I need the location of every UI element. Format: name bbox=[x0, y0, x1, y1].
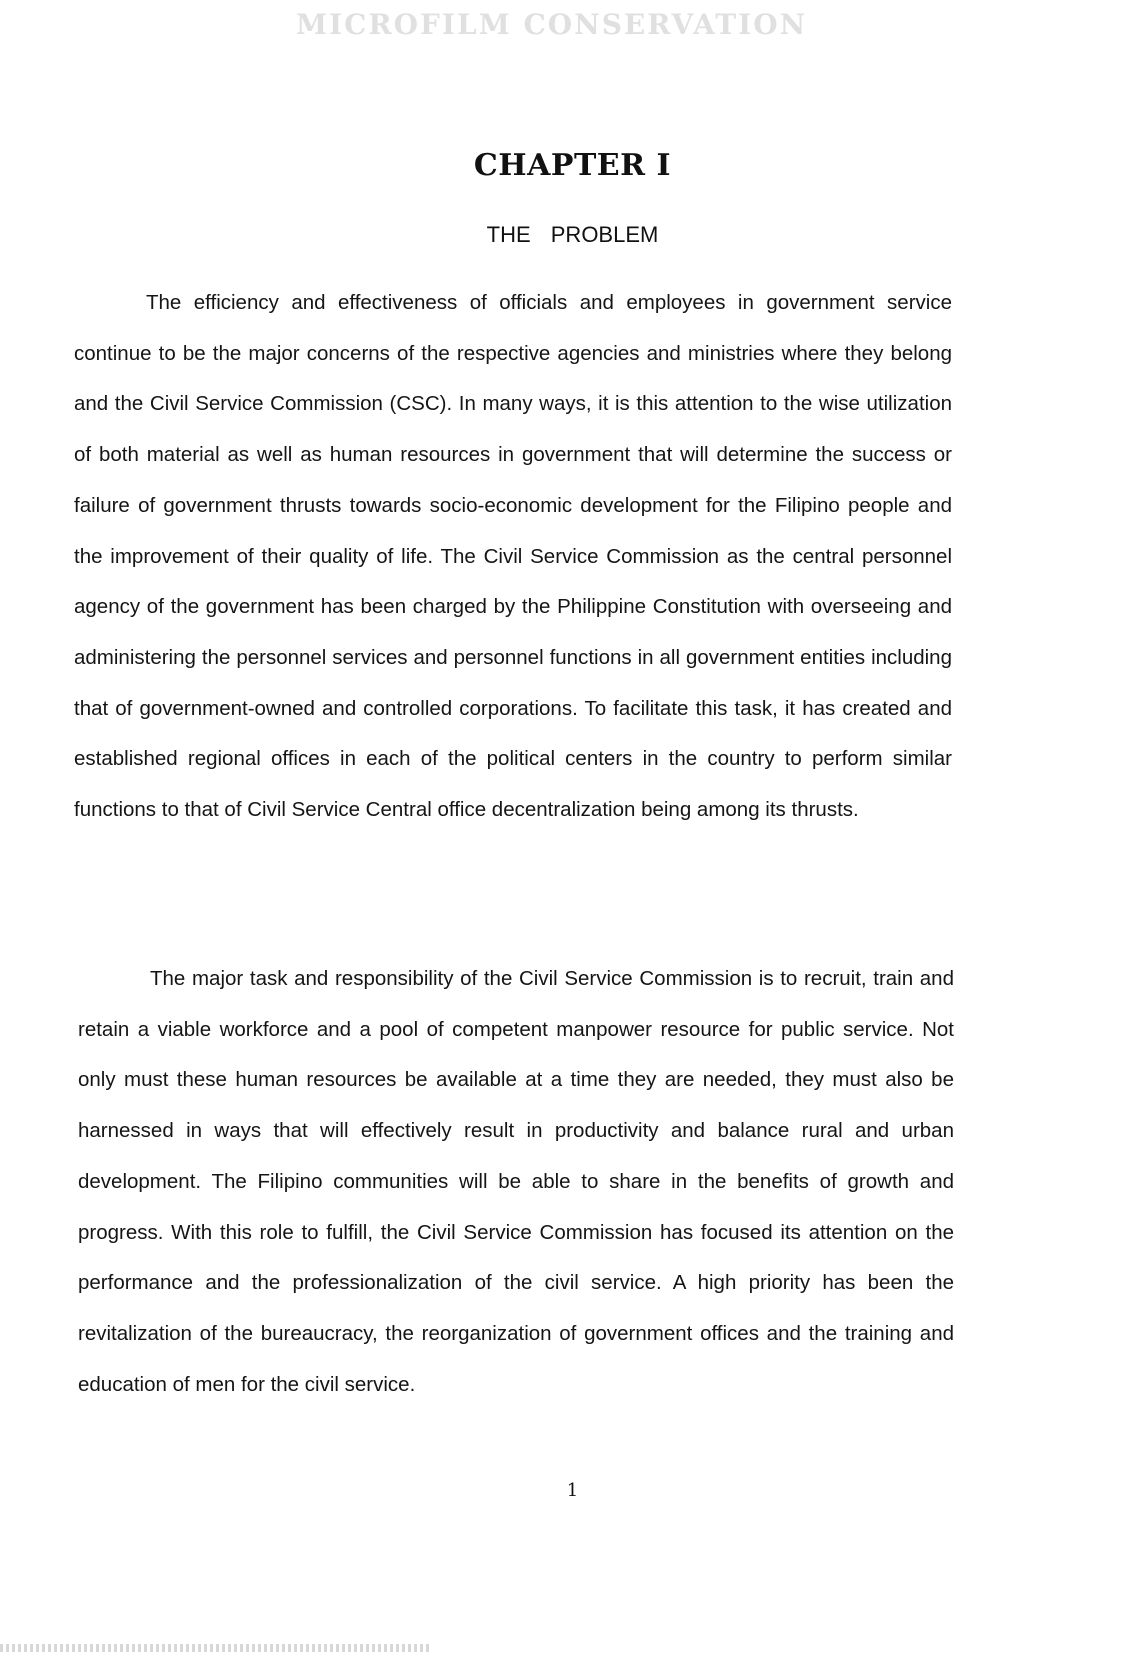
scan-footer-mark bbox=[0, 1644, 430, 1652]
section-title: THE PROBLEM bbox=[486, 222, 659, 247]
paragraph-2: The major task and responsibility of the Civil Service Commission is to recruit, train and retain a viable workforce and a pool of competent manpower resource for public service. Not only must these human resources be available at a time they are needed, they must also be harnessed in ways that will effectively result in productivity and balance rural and urban development. The Filipino communities will be able to share in the benefits of growth and progress. With this role to fulfill, the Civil Service Commission has focused its attention on the performance and the professionalization of the civil service. A high priority has been the revitalization of the bureaucracy, the reorganization of government offices and the training and education of men for the civil service. bbox=[78, 967, 954, 1396]
paragraph-1: The efficiency and effectiveness of officials and employees in government service continue to be the major concerns of the respective agencies and ministries where they belong and the Civil Service Commission (CSC). In many ways, it is this attention to the wise utilization of both material as well as human resources in government that will determine the success or failure of government thrusts towards socio-economic development for the Filipino people and the improvement of their quality of life. The Civil Service Commission as the central personnel agency of the government has been charged by the Philippine Constitution with overseeing and administering the personnel services and personnel functions in all government entities including that of government-owned and controlled corporations. To facilitate this task, it has created and established regional offices in each of the political centers in the country to perform similar functions to that of Civil Service Central office decentralization being among its thrusts. bbox=[74, 291, 952, 822]
chapter-title: CHAPTER I bbox=[473, 148, 672, 183]
page-number: 1 bbox=[566, 1480, 579, 1501]
archive-stamp: MICROFILM CONSERVATION bbox=[296, 8, 808, 41]
